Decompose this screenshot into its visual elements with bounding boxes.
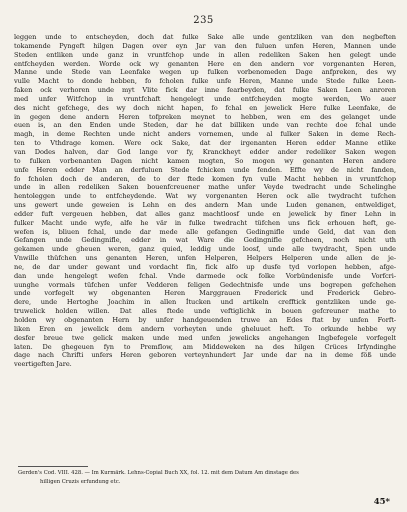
footnote-line-2: hilligen Cruzis erfundung etc. [40, 479, 121, 485]
text-line: unde in allen redeliken Saken bouenfcreuener mathe unfer Veyde twedracht unde Schelinghe [14, 183, 396, 192]
text-line: fulker Macht unde wyfe, alfe he vär in fulke twedracht tüfchen uns fick erhouen heft, ge- [14, 218, 396, 227]
text-line: tokamende Pyngeft hilgen Dagen over eyn Jar van den fuluen unfen Heren, Mannen unde [14, 41, 396, 50]
text-line: unfe Heren edder Man an derfuluen Stede fchicken unde fenden. Effte wy de nicht fanden, [14, 165, 396, 174]
text-line: to fulken vorbenanten Dagen nicht kamen mogten, So mogen wy genanten Heren andere [14, 156, 396, 165]
text-line: euen is, an den Enden unde Steden, dar he dat billiken unde van rechte doe fchal unde [14, 121, 396, 130]
text-line: gekamen unde gheuen weren, ganz quied, leddig unde loosf, unde alle twydracht, Spen unde [14, 245, 396, 254]
text-line: des nicht gefchege, des wy doch nicht hapen, fo fchal en jewelick Here fulke Leenfake, de [14, 103, 396, 112]
text-line: in gegen dene andern Heren tofpreken meynet to hebben, wen em des gelanget unde [14, 112, 396, 121]
text-line: desfer breue twe gelick maken unde med unfen jewelicks angehangen Ingbefegele vorfegelt [14, 333, 396, 342]
text-line: van Dodes halven, dar God lange vor fy, Kranckheyt edder ander redeliker Saken wegen [14, 147, 396, 156]
page-number: 235 [193, 15, 214, 26]
footnote-divider [18, 466, 88, 467]
text-line: uunghe vormals tüfchen unfer Vedderen feligen Gedechtnisfe unde uns bogrepen gefchehen [14, 280, 396, 289]
text-line: unde vorfegelt wy obgenanten Heren Marggrauen Frederick und Frederick Gebro- [14, 289, 396, 298]
text-line: Gefangen unde Gedingnifle, edder in wat Ware die Gedingnifle gefcheen, noch nicht uth [14, 236, 396, 245]
text-line: fo fcholen doch de anderen, de to der ftede komen fyn vulle Macht hebben in vruntfchop [14, 174, 396, 183]
text-line: med unfer Witfchop in vruntfchaft hengelegt unde entfcheyden mogte werden, Wo auer [14, 94, 396, 103]
text-line: laten. De ghegeuen fyn to Premflow, am Middeweken na des hilgen Crüces Irfyndinghe [14, 342, 396, 351]
text-line: leggen unde to entscheyden, doch dat fulke Sake alle unde gentzliken van den negbeften [14, 33, 396, 41]
text-line: dage nach Chrifti unfers Heren geboren verteynhundert Jar unde dar na in deme föß unde [14, 351, 396, 360]
text-line: ne, de dar under gewant und vordacht fin, fick alfo up dusfe tyd vorlopen hebben, afge- [14, 262, 396, 271]
printer-signature-mark: 45* [373, 497, 390, 507]
text-line: magh, in deme Rechten unde nicht anders vornemen, unde al fulker Saken in deme Rech- [14, 130, 396, 139]
text-line: truwelick holden willen. Dat alles ftede unde veftiglichk in bouen gefcreuner mathe to [14, 307, 396, 316]
text-line: veertigeften Jare. [14, 360, 72, 369]
text-line: Manne unde Stede van Leenfake wegen up fulken vorbenomeden Dage anfpreken, des wy [14, 68, 396, 77]
text-line: uns gewert unde geweien is Lehn en des andern Man unde Luden genanen, entweldiget, [14, 201, 396, 210]
text-line: liken Eren en jewelick dem andern vorheyten unde gheluuet heft. To orkunde hebbe wy [14, 324, 396, 333]
text-line: wefen is, bliuen fchal, unde dar mede alle gefangen Gedingnifle unde Geld, dat van den [14, 227, 396, 236]
text-line: ten to Vthdrage komen. Were ock Sake, dat der irgenanten Heren edder Manne etlike [14, 139, 396, 148]
text-line: vulle Macht to donde hebben, fo fcholen fulke unfe Heren, Manne unde Stede fulke Leen- [14, 77, 396, 86]
footnote [18, 469, 398, 487]
text-line: dan unde hengelegt wefen fchal. Vnde darmede ock folke Vorbündenisfe unde Vorfcri- [14, 271, 396, 280]
text-line: entfcheyden werden. Worde ock wy genanten Here en den andern vor vorgenanten Heren, [14, 59, 396, 68]
text-line: dere, unde Hertoghe Joachim in allen Ítucken und artikeln crefftick gentzliken unde ge- [14, 298, 396, 307]
main-text-block [14, 33, 396, 369]
text-line: faken ock verhoren unde myt Vlite fick dar inne fearbeyden, dat fulke Saken Leen anroren [14, 86, 396, 95]
text-line: hentoleggen unde to entfcheydende. Wat wy vorgenanten Heren ock alle twydracht tufchen [14, 192, 396, 201]
text-line: Vnwille thüfchen uns genanten Heren, unfen Helperen, Helpers Helperen unde allen de je- [14, 254, 396, 263]
text-line: Steden entliken unde ganz in vruntfchop unde in allen redeliken Saken hen gelegt unde [14, 50, 396, 59]
text-line: holden wy obgenanten Hern by unfer handgeuenden truwe an Edes ftat by unfen Forft- [14, 316, 396, 324]
footnote-line-1: Gerden's Cod. VIII. 428. — Im Kurmärk. Lehns-Copial Buch XX, fol. 12. mit dem Datum Am dinstage des [18, 470, 299, 476]
text-line: edder fuft vergeuen hebben, dat alles ganz machtloosf unde en jewelick by finer Lehn in [14, 209, 396, 218]
